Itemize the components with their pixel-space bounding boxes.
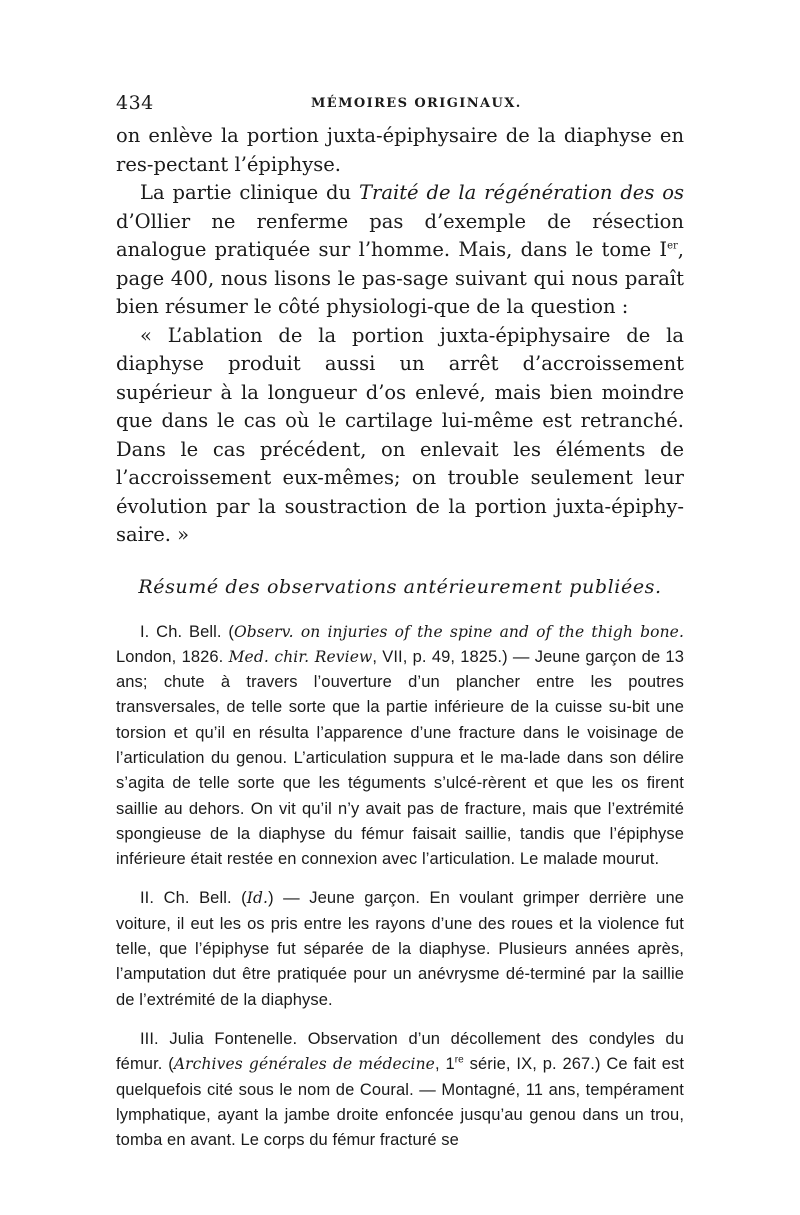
paragraph-quotation <box>116 322 684 550</box>
paragraph-text: La partie clinique du <box>140 181 359 204</box>
page-number: 434 <box>116 92 154 114</box>
paragraph-text: , page 400, nous lisons le pas-sage suivant qui nous paraît bien résumer le côté physiologi-que de la question : <box>116 238 684 318</box>
observation-text: , VII, p. 49, 1825.) — Jeune garçon de 13 ans; chute à travers l’ouverture d’un plancher entre les poutres transversales, de telle sorte que la partie inférieure de la cuisse su-bit une torsion et qu’il en résulta l’apparence d’une fracture dans le voisinage de l’articulation du genou. L’articulation suppura et le ma-lade dans son délire s’agita de telle sorte que les téguments s’ulcé-rèrent et que les os firent saillie au dehors. On vit qu’il n’y avait pas de fracture, mais que l’extrémité spongieuse de la diaphyse du fémur faisait saillie, tandis que l’épiphyse inférieure était restée en connexion avec l’articulation. Le malade mourut. <box>116 647 684 869</box>
observation-2 <box>116 886 684 1012</box>
paragraph-ollier <box>116 179 684 322</box>
page-header <box>116 92 684 118</box>
paragraph-text: on enlève la portion juxta-épiphysaire de la diaphyse en res-pectant l’épiphyse. <box>116 124 684 176</box>
observation-text: I. Ch. Bell. ( <box>140 622 234 641</box>
superscript: er <box>667 240 678 252</box>
citation-title: Id. <box>246 889 269 908</box>
running-head: MÉMOIRES ORIGINAUX. <box>311 96 522 111</box>
superscript: re <box>454 1054 464 1066</box>
book-title: Traité de la régénération des os <box>359 181 684 204</box>
observation-text: ) — Jeune garçon. En voulant grimper derrière une voiture, il eut les os pris entre les rayons d’une des roues et la violence fut telle, que l’épiphyse fut séparée de la diaphyse. Plusieurs années après, l’amputation dut être pratiquée pour un anévrysme dé-terminé par la saillie de l’extrémité de la diaphyse. <box>116 889 684 1009</box>
document-page <box>116 92 684 1153</box>
quotation-text: « L’ablation de la portion juxta-épiphysaire de la diaphyse produit aussi un arrêt d’accroissement supérieur à la longueur d’os enlevé, mais bien moindre que dans le cas où le cartilage lui-même est retranché. Dans le cas précédent, on enlevait les éléments de l’accroissement eux-mêmes; on trouble seulement leur évolution par la soustraction de la portion juxta-épiphy-saire. » <box>116 323 684 546</box>
observation-text: , 1 <box>434 1055 455 1074</box>
citation-title: Observ. on injuries of the spine and of the thigh bone. <box>233 622 684 641</box>
observation-text: II. Ch. Bell. ( <box>140 889 247 908</box>
observation-text: London, 1826. <box>116 647 229 666</box>
paragraph-text: d’Ollier ne renferme pas d’exemple de résection analogue pratiquée sur l’homme. Mais, dans le tome I <box>116 209 684 261</box>
observation-1 <box>116 620 684 873</box>
observation-text: série, IX, p. 267.) Ce fait est quelquefois cité sous le nom de Coural. — Montagné, 11 ans, tempérament lymphatique, ayant la jambe droite enfoncée jusqu’au genou dans un trou, tomba en avant. Le corps du fémur fracturé se <box>116 1055 685 1150</box>
observation-text: III. Julia Fontenelle. Observation d’un décollement des condyles du fémur. ( <box>116 1029 684 1074</box>
body-text <box>116 122 684 550</box>
journal-title: Archives générales de médecine <box>173 1055 435 1074</box>
paragraph-continuation <box>116 122 684 179</box>
observation-3 <box>116 1027 684 1153</box>
section-heading: Résumé des observations antérieurement publiées. <box>138 575 662 598</box>
journal-title: Med. chir. Review <box>228 647 373 666</box>
